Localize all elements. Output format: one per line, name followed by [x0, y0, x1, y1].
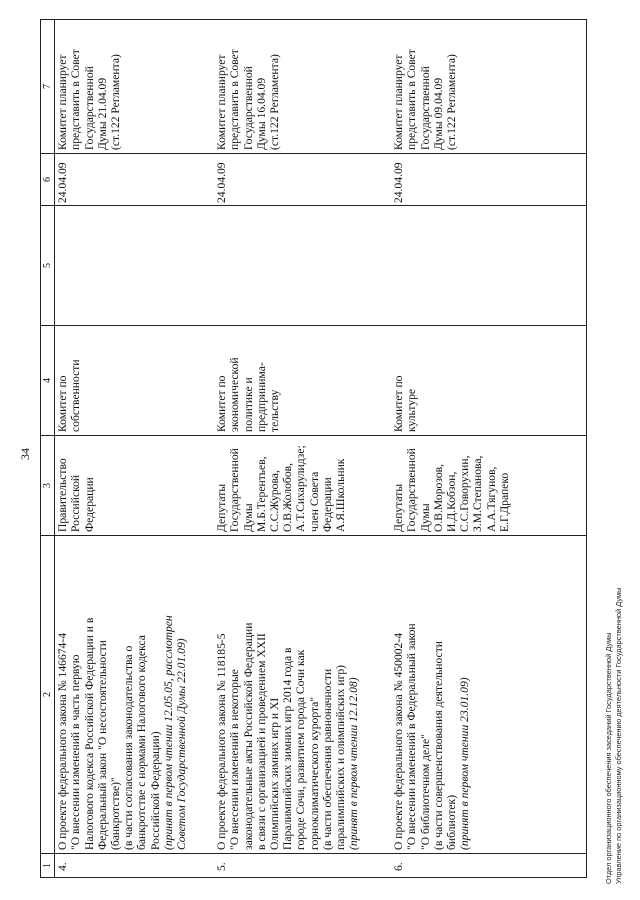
- committee: [391, 326, 587, 436]
- title-line: горноклиматического курорта": [307, 696, 321, 850]
- title-line: Олимпийских зимних игр и XI: [268, 697, 282, 850]
- plan-line: Комитет планирует: [56, 54, 70, 150]
- title-line: Федеральный закон "О несостоятельности: [95, 640, 109, 850]
- title-line: "О внесении изменений в некоторые: [228, 669, 242, 850]
- committee-line: тельству: [268, 389, 282, 432]
- plan-line: представить в Совет: [405, 49, 419, 150]
- date-cell: 24.04.09: [214, 154, 391, 206]
- title-line: (банкротстве)": [109, 777, 123, 850]
- initiator-line: Государственной: [228, 448, 242, 532]
- agenda-table: [40, 19, 587, 878]
- column-5-cell: [55, 206, 215, 326]
- title-line: О проекте федерального закона № 450002-4: [392, 633, 406, 850]
- column-number-row: [41, 20, 55, 878]
- column-header: 5: [41, 206, 55, 326]
- initiator-line: Е.Г.Драпеко: [497, 472, 511, 532]
- committee-line: Комитет по: [56, 375, 70, 432]
- plan-line: Комитет планирует: [215, 54, 229, 150]
- initiator-line: Депутаты: [215, 483, 229, 532]
- committee-line: собственности: [69, 359, 83, 432]
- initiator-line: М.Б.Терентьев,: [254, 456, 268, 532]
- initiator-line: З.М.Степанова,: [471, 455, 485, 532]
- committee: [214, 326, 391, 436]
- title-line: в связи с организацией и проведением XXII: [254, 633, 268, 850]
- committee-line: Комитет по: [392, 375, 406, 432]
- title-line: (в части совершенствования деятельности: [431, 641, 445, 850]
- committee-line: экономической: [228, 357, 242, 432]
- initiator-line: А.Т.Сихарулидзе;: [294, 445, 308, 532]
- bill-title: [391, 536, 587, 854]
- initiator-line: Депутаты: [392, 483, 406, 532]
- column-5-cell: [391, 206, 587, 326]
- plan-line: Думы 09.04.09: [431, 77, 445, 150]
- initiator-line: Российской: [69, 474, 83, 532]
- plan-line: представить в Совет: [69, 49, 83, 150]
- page-footer: [604, 588, 623, 884]
- plan-line: Думы 16.04.09: [254, 77, 268, 150]
- footer-line: Управление по организационному обеспечению деятельности Государственной Думы: [613, 587, 623, 884]
- title-line: Российской Федерации): [148, 731, 162, 850]
- column-header: 6: [41, 154, 55, 206]
- reading-note: Советом Государственной Думы 22.01.09): [175, 638, 189, 850]
- initiator-line: О.В.Жолобов,: [281, 463, 295, 532]
- committee-line: предпринима-: [254, 362, 268, 432]
- column-header: 1: [41, 854, 55, 878]
- table-row: [55, 20, 215, 878]
- initiator-line: А.Я.Школьник: [334, 458, 348, 532]
- title-line: городе Сочи, развитием города Сочи как: [294, 649, 308, 850]
- plan-cell: [391, 20, 587, 154]
- date-cell: 24.04.09: [391, 154, 587, 206]
- title-line: О проекте федерального закона № 118185-5: [215, 633, 229, 850]
- title-line: законодательные акты Российской Федерации: [241, 622, 255, 850]
- title-line: (в части согласования законодательства о: [122, 645, 136, 850]
- initiator-line: Правительство: [56, 458, 70, 532]
- reading-note: (принят в первом чтении 12.05.05, рассмотрен: [161, 615, 175, 850]
- reading-note: (принят в первом чтении 12.12.08): [347, 677, 361, 850]
- plan-line: Государственной: [241, 66, 255, 150]
- initiator-line: Федерации: [320, 477, 334, 532]
- committee-line: культуре: [405, 388, 419, 432]
- initiator: [214, 436, 391, 536]
- title-line: библиотек): [445, 794, 459, 850]
- title-line: (в части обеспечения равноначности: [320, 668, 334, 850]
- title-line: Налогового кодекса Российской Федерации и в: [82, 617, 96, 850]
- plan-line: (ст.122 Регламента): [445, 54, 459, 150]
- initiator-line: Думы: [418, 503, 432, 532]
- title-line: Паралимпийских зимних игр 2014 года в: [281, 647, 295, 850]
- title-line: О проекте федерального закона № 146674-4: [56, 633, 70, 850]
- initiator-line: член Совета: [307, 471, 321, 532]
- plan-line: Думы 21.04.09: [95, 77, 109, 150]
- table-row: [214, 20, 391, 878]
- table-row: [391, 20, 587, 878]
- committee-line: политике и: [241, 377, 255, 432]
- plan-line: (ст.122 Регламента): [109, 54, 123, 150]
- initiator-line: Думы: [241, 503, 255, 532]
- item-number: 4.: [55, 854, 215, 878]
- initiator-line: О.В.Морозов,: [431, 464, 445, 532]
- initiator-line: А.А.Тягунов,: [484, 466, 498, 532]
- title-line: "О внесении изменений в часть первую: [69, 654, 83, 850]
- date-cell: 24.04.09: [55, 154, 215, 206]
- initiator: [55, 436, 215, 536]
- committee-line: Комитет по: [215, 375, 229, 432]
- item-number: 6.: [391, 854, 587, 878]
- title-line: банкротстве с нормами Налогового кодекса: [135, 635, 149, 850]
- column-header: 7: [41, 20, 55, 154]
- plan-line: (ст.122 Регламента): [268, 54, 282, 150]
- plan-line: представить в Совет: [228, 49, 242, 150]
- title-line: "О внесении изменений в Федеральный закон: [405, 623, 419, 850]
- plan-cell: [214, 20, 391, 154]
- plan-cell: [55, 20, 215, 154]
- plan-line: Государственной: [82, 66, 96, 150]
- initiator-line: С.С.Журова,: [268, 470, 282, 532]
- initiator-line: Государственной: [405, 448, 419, 532]
- initiator: [391, 436, 587, 536]
- item-number: 5.: [214, 854, 391, 878]
- title-line: "О библиотечном деле": [418, 734, 432, 850]
- initiator-line: Федерации: [82, 477, 96, 532]
- committee: [55, 326, 215, 436]
- column-5-cell: [214, 206, 391, 326]
- bill-title: [55, 536, 215, 854]
- plan-line: Государственной: [418, 66, 432, 150]
- initiator-line: С.С.Говорухин,: [458, 455, 472, 532]
- column-header: 2: [41, 536, 55, 854]
- bill-title: [214, 536, 391, 854]
- footer-line: Отдел организационного обеспечения заседаний Государственной Думы: [604, 632, 613, 884]
- page-number: 34: [18, 448, 32, 460]
- column-header: 3: [41, 436, 55, 536]
- reading-note: (принят в первом чтении 23.01.09): [458, 677, 472, 850]
- column-header: 4: [41, 326, 55, 436]
- title-line: паралимпийских и олимпийских игр): [334, 665, 348, 850]
- plan-line: Комитет планирует: [392, 54, 406, 150]
- initiator-line: И.Д.Кобзон,: [445, 471, 459, 532]
